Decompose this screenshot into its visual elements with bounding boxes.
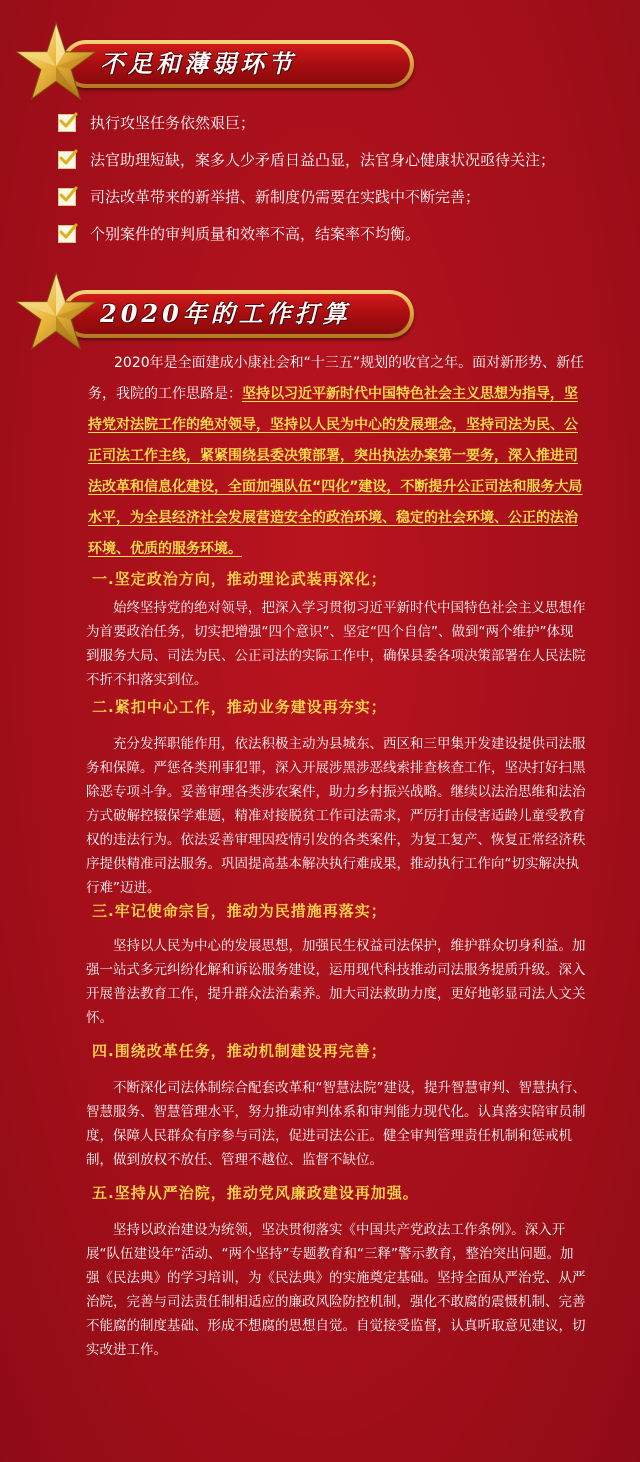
list-item: [56, 215, 640, 252]
banner-title: 不足和薄弱环节: [100, 49, 296, 78]
list-item: [56, 141, 640, 178]
checkmark-icon: [58, 114, 76, 132]
section-heading: 一.坚定政治方向，推动理论武装再深化；: [92, 570, 387, 588]
gold-star-icon: [14, 20, 98, 104]
plan-intro: 2020年是全面建成小康社会和“十三五”规划的收官之年。面对新形势、新任务，我院的工作思路是：: [88, 355, 585, 402]
list-item-text: 司法改革带来的新举措、新制度仍需要在实践中不断完善；: [90, 188, 481, 206]
section-body: [86, 732, 586, 900]
section-body-text: 坚持以人民为中心的发展思想，加强民生权益司法保护，维护群众切身利益。加强一站式多元纠纷化解和诉讼服务建设，运用现代科技推动司法服务提质升级。深入开展普法教育工作，提升群众法治素养。加大司法救助力度，更好地彰显司法人文关怀。: [86, 938, 586, 1026]
list-item: [56, 104, 640, 141]
section-heading: 四.围绕改革任务，推动机制建设再完善；: [92, 1042, 387, 1060]
checkmark-icon: [58, 188, 76, 206]
section-body-text: 始终坚持党的绝对领导，把深入学习贯彻习近平新时代中国特色社会主义思想作为首要政治任务，切实把增强“四个意识”、坚定“四个自信”、做到“两个维护”体现到服务大局、司法为民、公正司法的实际工作中，确保县委各项决策部署在人民法院不折不扣落实到位。: [86, 600, 586, 688]
banner-title: 2020年的工作打算: [100, 299, 351, 328]
section-heading: 三.牢记使命宗旨，推动为民措施再落实；: [92, 902, 387, 920]
plan-highlight: 坚持以习近平新时代中国特色社会主义思想为指导，坚持党对法院工作的绝对领导，坚持以人民为中心的发展理念，坚持司法为民、公正司法工作主线，紧紧围绕县委决策部署，突出执法办案第一要务，深入推进司法改革和信息化建设，全面加强队伍“四化”建设，不断提升公正司法和服务大局水平，为全县经济社会发展营造安全的政治环境、稳定的社会环境、公正的法治环境、优质的服务环境。: [88, 386, 583, 557]
plan-paragraph: [88, 348, 588, 565]
section-body: [86, 934, 586, 1030]
section-heading: 二.紧扣中心工作，推动业务建设再夯实；: [92, 698, 387, 716]
list-item: [56, 178, 640, 215]
list-item-text: 个别案件的审判质量和效率不高，结案率不均衡。: [90, 225, 421, 243]
checkmark-icon: [58, 225, 76, 243]
checkmark-icon: [58, 151, 76, 169]
section-banner-plan: [0, 270, 640, 350]
list-item-text: 法官助理短缺，案多人少矛盾日益凸显，法官身心健康状况亟待关注；: [90, 151, 556, 169]
section-body: [86, 596, 586, 692]
section-body: [86, 1076, 586, 1172]
section-heading: 五.坚持从严治院，推动党风廉政建设再加强。: [92, 1184, 419, 1202]
gold-star-icon: [14, 270, 98, 354]
section-body-text: 坚持以政治建设为统领，坚决贯彻落实《中国共产党政法工作条例》。深入开展“队伍建设年”活动、“两个坚持”专题教育和“三释”警示教育，整治突出问题。加强《民法典》的学习培训，为《民法典》的实施奠定基础。坚持全面从严治党、从严治院，完善与司法责任制相适应的廉政风险防控机制，强化不敢腐的震慑机制、完善不能腐的制度基础、形成不想腐的思想自觉。自觉接受监督，认真听取意见建议，切实改进工作。: [86, 1222, 586, 1358]
weakness-list: [56, 104, 640, 252]
section-body-text: 不断深化司法体制综合配套改革和“智慧法院”建设，提升智慧审判、智慧执行、智慧服务、智慧管理水平，努力推动审判体系和审判能力现代化。认真落实陪审员制度，保障人民群众有序参与司法，促进司法公正。健全审判管理责任机制和惩戒机制，做到放权不放任、管理不越位、监督不缺位。: [86, 1080, 586, 1168]
section-body: [86, 1218, 586, 1362]
list-item-text: 执行攻坚任务依然艰巨；: [90, 114, 256, 132]
section-banner-weaknesses: [0, 20, 640, 100]
section-body-text: 充分发挥职能作用，依法积极主动为县城东、西区和三甲集开发建设提供司法服务和保障。严惩各类刑事犯罪，深入开展涉黑涉恶线索排查核查工作，坚决打好扫黑除恶专项斗争。妥善审理各类涉农案件，助力乡村振兴战略。继续以法治思维和法治方式破解控辍保学难题，精准对接脱贫工作司法需求，严厉打击侵害适龄儿童受教育权的违法行为。依法妥善审理因疫情引发的各类案件，为复工复产、恢复正常经济秩序提供精准司法服务。巩固提高基本解决执行难成果，推动执行工作向“切实解决执行难”迈进。: [86, 736, 586, 896]
